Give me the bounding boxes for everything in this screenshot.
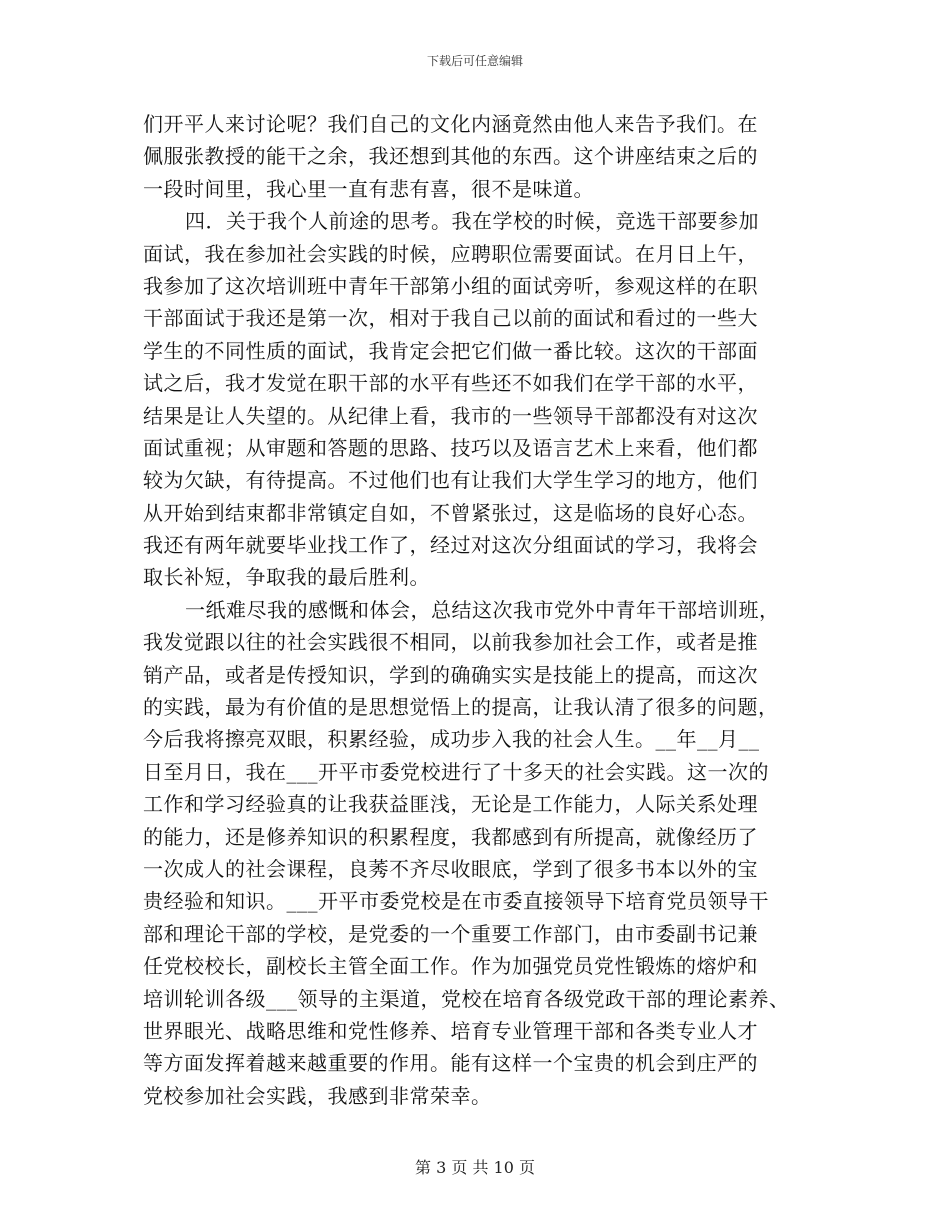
paragraph-start-line: 一纸难尽我的感慨和体会，总结这次我市党外中青年干部培训班， (185, 597, 780, 622)
text-line: 们开平人来讨论呢？我们自己的文化内涵竟然由他人来告予我们。在 (143, 112, 758, 136)
text-line: 面试，我在参加社会实践的时候，应聘职位需要面试。在月日上午， (143, 241, 758, 266)
text-line: 佩服张教授的能干之余，我还想到其他的东西。这个讲座结束之后的 (143, 144, 758, 169)
text-line: 贵经验和知识。___开平市委党校是在市委直接领导下培育党员领导干 (143, 889, 769, 914)
text-line: 的能力，还是修养知识的积累程度，我都感到有所提高，就像经历了 (143, 824, 758, 849)
text-line: 我参加了这次培训班中青年干部第小组的面试旁听，参观这样的在职 (143, 273, 758, 298)
text-line: 我发觉跟以往的社会实践很不相同，以前我参加社会工作，或者是推 (143, 630, 758, 655)
document-body (143, 108, 843, 1112)
text-line: 我还有两年就要毕业找工作了，经过对这次分组面试的学习，我将会 (143, 533, 758, 558)
text-line: 今后我将擦亮双眼，积累经验，成功步入我的社会人生。__年__月__ (143, 727, 760, 752)
paragraph-start-line: 四．关于我个人前途的思考。我在学校的时候，竞选干部要参加 (185, 209, 759, 234)
text-line: 较为欠缺，有待提高。不过他们也有让我们大学生学习的地方，他们 (143, 468, 758, 493)
text-line: 的实践，最为有价值的是思想觉悟上的提高，让我认清了很多的问题， (143, 695, 779, 720)
text-line: 一次成人的社会课程，良莠不齐尽收眼底，学到了很多书本以外的宝 (143, 856, 758, 881)
text-line: 从开始到结束都非常镇定自如，不曾紧张过，这是临场的良好心态。 (143, 500, 758, 525)
text-line: 日至月日，我在___开平市委党校进行了十多天的社会实践。这一次的 (143, 759, 769, 784)
text-line: 学生的不同性质的面试，我肯定会把它们做一番比较。这次的干部面 (143, 338, 758, 363)
text-line: 等方面发挥着越来越重要的作用。能有这样一个宝贵的机会到庄严的 (143, 1051, 758, 1076)
text-line: 试之后，我才发觉在职干部的水平有些还不如我们在学干部的水平， (143, 371, 758, 396)
text-line: 取长补短，争取我的最后胜利。 (143, 565, 430, 590)
text-line: 任党校校长，副校长主管全面工作。作为加强党员党性锻炼的熔炉和 (143, 954, 758, 979)
text-line: 干部面试于我还是第一次，相对于我自己以前的面试和看过的一些大 (143, 306, 758, 331)
text-line: 一段时间里，我心里一直有悲有喜，很不是味道。 (143, 176, 594, 201)
text-line: 世界眼光、战略思维和党性修养、培育专业管理干部和各类专业人才 (143, 1018, 758, 1043)
text-line: 结果是让人失望的。从纪律上看，我市的一些领导干部都没有对这次 (143, 403, 758, 428)
text-line: 党校参加社会实践，我感到非常荣幸。 (143, 1083, 492, 1108)
text-line: 工作和学习经验真的让我获益匪浅，无论是工作能力，人际关系处理 (143, 792, 758, 817)
page-number: 第 3 页 共 10 页 (415, 1158, 535, 1177)
text-line: 培训轮训各级___领导的主渠道，党校在培育各级党政干部的理论素养、 (143, 986, 790, 1011)
text-line: 面试重视；从审题和答题的思路、技巧以及语言艺术上来看，他们都 (143, 435, 758, 460)
page-header: 下载后可任意编辑 (426, 54, 523, 68)
text-line: 销产品，或者是传授知识，学到的确确实实是技能上的提高，而这次 (143, 662, 758, 687)
text-line: 部和理论干部的学校，是党委的一个重要工作部门，由市委副书记兼 (143, 921, 758, 946)
